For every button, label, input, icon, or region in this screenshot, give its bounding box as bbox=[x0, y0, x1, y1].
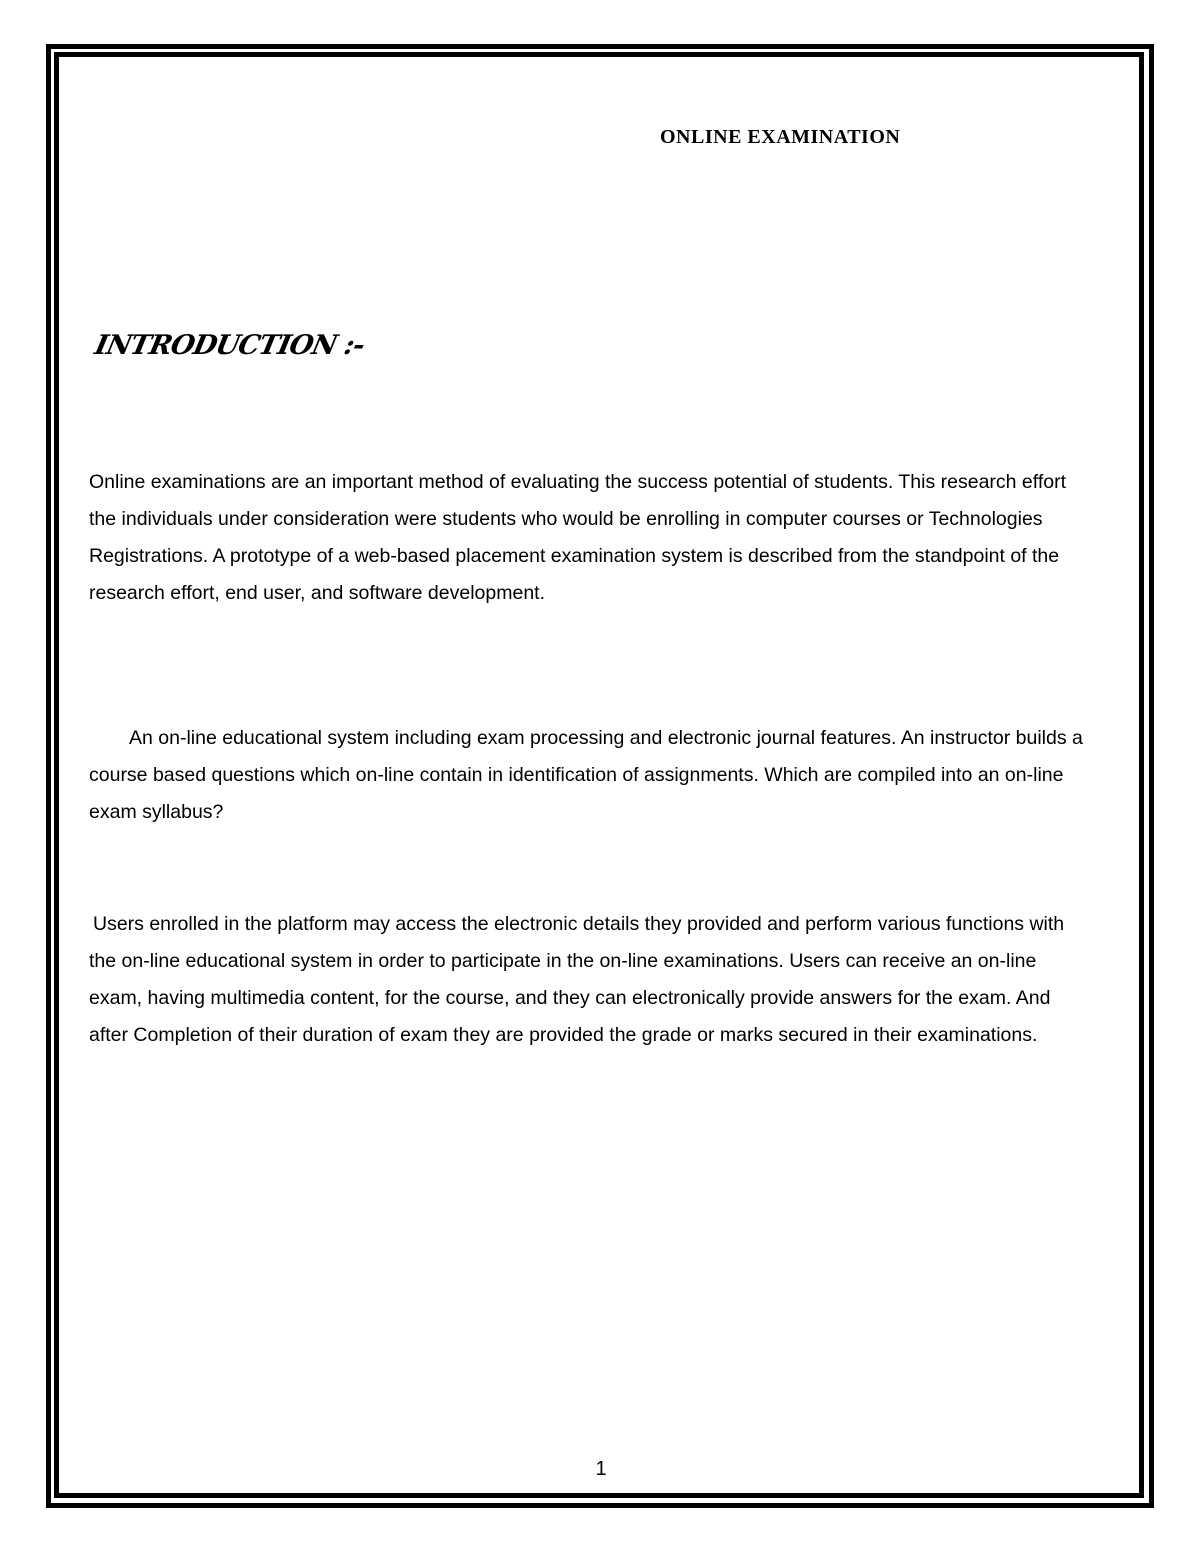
section-heading-introduction: INTRODUCTION :- bbox=[92, 330, 367, 361]
paragraph-intro: Online examinations are an important method of evaluating the success potential of students. This research effort the individuals under consideration were students who would be enrolling in computer courses or Technologies Registrations. A prototype of a web-based placement examination system is described from the standpoint of the research effort, end user, and software development. bbox=[89, 471, 1066, 604]
document-title: ONLINE EXAMINATION bbox=[660, 126, 901, 148]
paragraph-users: Users enrolled in the platform may access the electronic details they provided and perform various functions with the on-line educational system in order to participate in the on-line examinations. Users can receive an on-line exam, having multimedia content, for the course, and they can electronically provide answers for the exam. And after Completion of their duration of exam they are provided the grade or marks secured in their examinations. bbox=[89, 913, 1065, 1046]
page-number: 1 bbox=[595, 1458, 607, 1480]
paragraph-online-system: An on-line educational system including exam processing and electronic journal features. An instructor builds a course based questions which on-line contain in identification of assignments. Which are compiled into an on-line exam syllabus? bbox=[89, 727, 1083, 823]
